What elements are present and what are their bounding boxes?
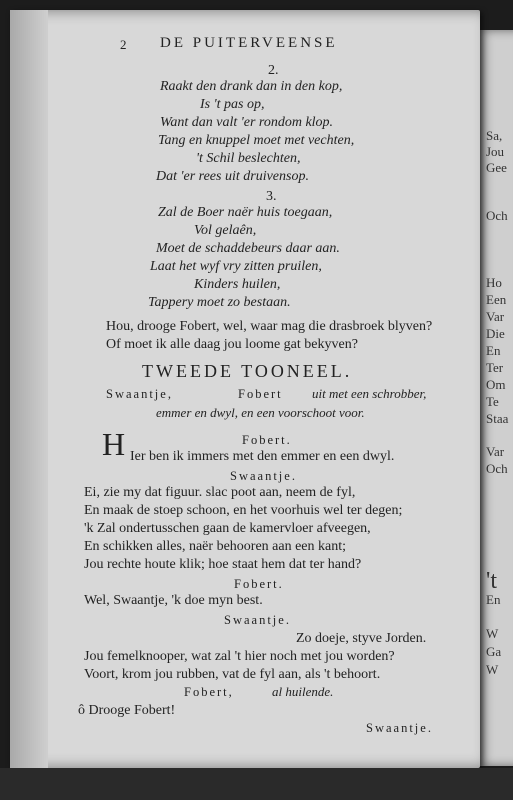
speaker-name: Fobert. — [242, 433, 292, 447]
dialogue-line: Wel, Swaantje, 'k doe myn best. — [84, 593, 263, 608]
facing-fragment: W — [486, 626, 499, 641]
page-number: 2 — [120, 37, 127, 52]
verse-line: 't Schil beslechten, — [196, 151, 301, 166]
facing-fragment: Och — [486, 208, 508, 223]
speaker-name: Fobert. — [234, 577, 284, 591]
dialogue-line: ô Drooge Fobert! — [78, 703, 176, 718]
verse-line: Tang en knuppel moet met vechten, — [158, 133, 355, 148]
stanza-number: 3. — [266, 189, 277, 204]
speech-line: Hou, drooge Fobert, wel, waar mag die drasbroek blyven? — [106, 319, 433, 334]
dialogue-line: Jou rechte houte klik; hoe staat hem dat ter hand? — [84, 557, 362, 572]
facing-fragment: Var — [486, 444, 505, 459]
stage-direction: al huilende. — [272, 684, 334, 699]
facing-page — [478, 30, 513, 766]
speaker-name: Swaantje. — [224, 613, 291, 627]
verse-line: Moet de schaddebeurs daar aan. — [156, 241, 340, 256]
facing-fragment: Sa, — [486, 128, 503, 143]
verse-line: Is 't pas op, — [200, 97, 265, 112]
dialogue-line: Voort, krom jou rubben, vat de fyl aan, als 't behoort. — [84, 667, 381, 682]
verse-line: Raakt den drank dan in den kop, — [160, 79, 343, 94]
facing-fragment: Ga — [486, 644, 502, 659]
facing-fragment: En — [486, 592, 501, 607]
stage-direction: uit met een schrobber, — [312, 386, 427, 401]
page-gutter — [10, 10, 48, 768]
dialogue-line: Ier ben ik immers met den emmer en een dwyl. — [130, 449, 395, 464]
facing-fragment: 't — [486, 568, 497, 594]
stage-name: Fobert — [238, 387, 283, 401]
book-page — [10, 10, 480, 768]
drop-cap: H — [102, 426, 126, 462]
dialogue-line: En maak de stoep schoon, en het voorhuis wel ter degen; — [84, 503, 403, 518]
stanza-number: 2. — [268, 63, 279, 78]
background-shadow — [0, 768, 513, 800]
facing-fragment: W — [486, 662, 499, 677]
scene-title: TWEEDE TOONEEL. — [142, 361, 353, 381]
facing-fragment: Och — [486, 461, 508, 476]
verse-line: Vol gelaên, — [194, 223, 257, 238]
dialogue-line: Ei, zie my dat figuur. slac poot aan, neem de fyl, — [84, 485, 356, 500]
facing-fragment: Ter — [486, 360, 504, 375]
facing-fragment: En — [486, 343, 501, 358]
speaker-name: Swaantje. — [230, 469, 297, 483]
facing-fragment: Jou — [486, 144, 505, 159]
dialogue-line: Jou femelknooper, wat zal 't hier noch met jou worden? — [84, 649, 395, 664]
verse-line: Kinders huilen, — [194, 277, 281, 292]
facing-fragment: Var — [486, 309, 505, 324]
catchword: Swaantje. — [366, 721, 433, 735]
speech-line: Of moet ik alle daag jou loome gat bekyven? — [106, 337, 358, 352]
verse-line: Zal de Boer naër huis toegaan, — [158, 205, 333, 220]
facing-fragment: Gee — [486, 160, 507, 175]
facing-fragment: Om — [486, 377, 506, 392]
facing-fragment: Die — [486, 326, 505, 341]
dialogue-line: En schikken alles, naër behooren aan een kant; — [84, 539, 347, 554]
speaker-name: Fobert, — [184, 685, 234, 699]
dialogue-line: Zo doeje, styve Jorden. — [296, 631, 427, 646]
dialogue-line: 'k Zal ondertusschen gaan de kamervloer afveegen, — [84, 521, 371, 536]
facing-fragment: Te — [486, 394, 499, 409]
facing-fragment: Een — [486, 292, 507, 307]
verse-line: Laat het wyf vry zitten pruilen, — [150, 259, 322, 274]
stage-name: Swaantje, — [106, 387, 173, 401]
running-title: DE PUITERVEENSE — [160, 35, 338, 51]
verse-line: Tappery moet zo bestaan. — [148, 295, 291, 310]
facing-fragment: Staa — [486, 411, 509, 426]
stage-direction: emmer en dwyl, en een voorschoot voor. — [156, 405, 365, 420]
verse-line: Dat 'er rees uit druivensop. — [156, 169, 309, 184]
facing-fragment: Ho — [486, 275, 502, 290]
verse-line: Want dan valt 'er rondom klop. — [160, 115, 334, 130]
